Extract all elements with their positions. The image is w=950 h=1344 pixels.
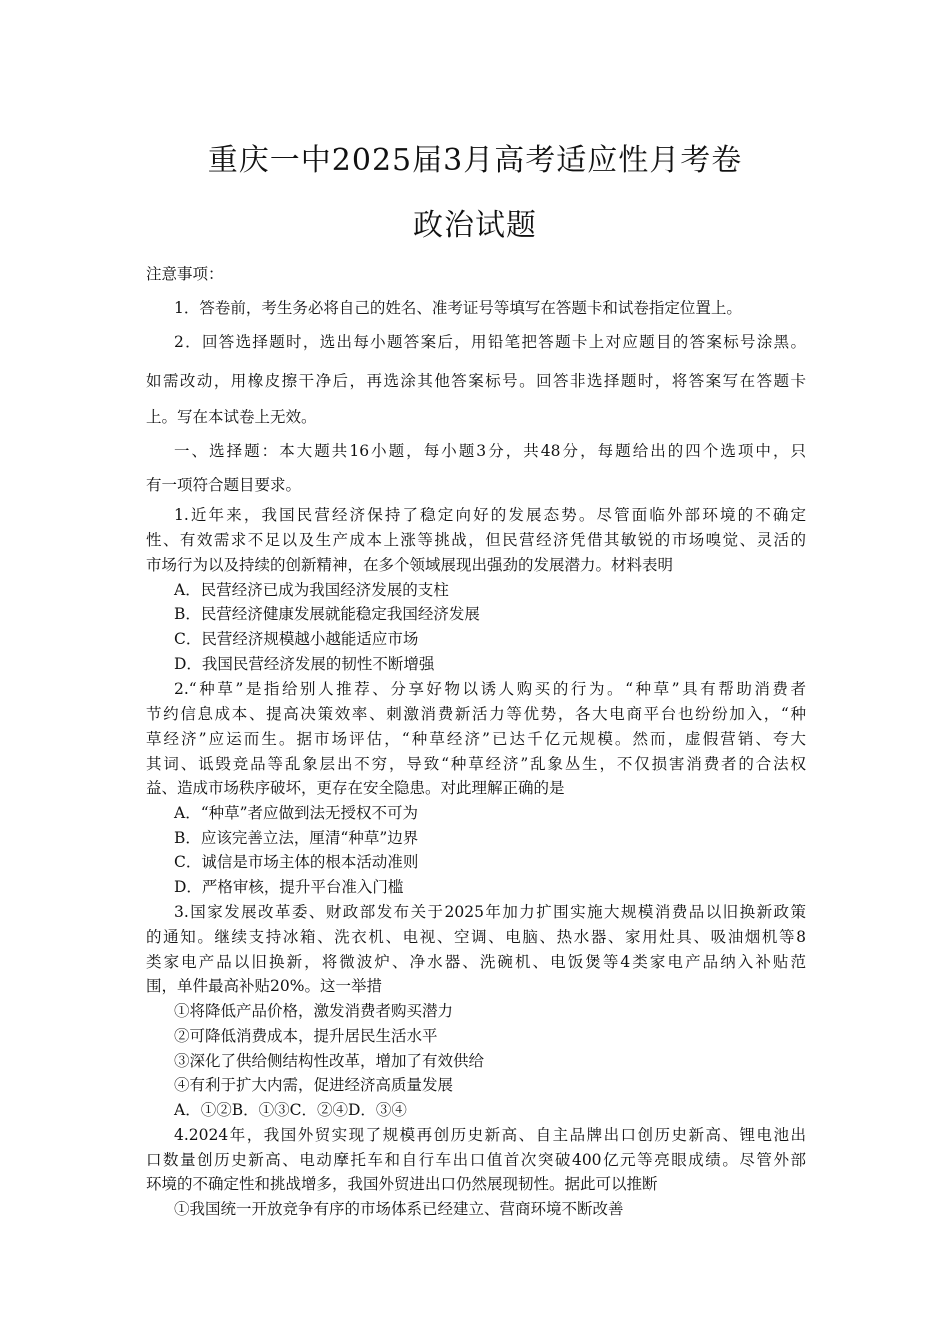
- q4-line-1: 4.2024年，我国外贸实现了规模再创历史新高、自主品牌出口创历史新高、锂电池出: [174, 1126, 806, 1144]
- q3-answer-options: A．①②B．①③C．②④D．③④: [174, 1101, 407, 1119]
- q3-statement-1: ①将降低产品价格，激发消费者购买潜力: [174, 1002, 454, 1020]
- q1-option-c: C．民营经济规模越小越能适应市场: [174, 630, 419, 648]
- q3-statement-2: ②可降低消费成本，提升居民生活水平: [174, 1027, 438, 1045]
- q1-line-3: 市场行为以及持续的创新精神，在多个领域展现出强劲的发展潜力。材料表明: [146, 556, 674, 574]
- section-heading-line-1: 一、选择题：本大题共16小题，每小题3分，共48分，每题给出的四个选项中，只: [174, 442, 806, 460]
- notice-item-1: 1．答卷前，考生务必将自己的姓名、准考证号等填写在答题卡和试卷指定位置上。: [174, 299, 742, 317]
- q2-line-3: 草经济”应运而生。据市场评估，“种草经济”已达千亿元规模。然而，虚假营销、夸大: [146, 730, 806, 748]
- q2-line-2: 节约信息成本、提高决策效率、刺激消费新活力等优势，各大电商平台也纷纷加入，“种: [146, 705, 806, 723]
- q3-statement-4: ④有利于扩大内需，促进经济高质量发展: [174, 1076, 454, 1094]
- q3-line-4: 围，单件最高补贴20%。这一举措: [146, 977, 382, 995]
- notice-item-2-line-1: 2．回答选择题时，选出每小题答案后，用铅笔把答题卡上对应题目的答案标号涂黑。: [174, 333, 806, 351]
- q1-option-b: B．民营经济健康发展就能稳定我国经济发展: [174, 605, 480, 623]
- q2-option-c: C．诚信是市场主体的根本活动准则: [174, 853, 419, 871]
- q2-line-4: 其词、诋毁竞品等乱象层出不穷，导致“种草经济”乱象丛生，不仅损害消费者的合法权: [146, 755, 806, 773]
- q3-line-3: 类家电产品以旧换新，将微波炉、净水器、洗碗机、电饭煲等4类家电产品纳入补贴范: [146, 953, 806, 971]
- q1-option-a: A．民营经济已成为我国经济发展的支柱: [174, 581, 449, 599]
- q4-statement-1: ①我国统一开放竞争有序的市场体系已经建立、营商环境不断改善: [174, 1200, 624, 1218]
- q3-line-1: 3.国家发展改革委、财政部发布关于2025年加力扩围实施大规模消费品以旧换新政策: [174, 903, 806, 921]
- notice-item-2-line-3: 上。写在本试卷上无效。: [146, 408, 317, 426]
- q2-option-b: B．应该完善立法，厘清“种草”边界: [174, 829, 419, 847]
- section-heading-line-2: 有一项符合题目要求。: [146, 476, 302, 494]
- notice-item-2-line-2: 如需改动，用橡皮擦干净后，再选涂其他答案标号。回答非选择题时，将答案写在答题卡: [146, 372, 806, 390]
- q2-option-d: D．严格审核，提升平台准入门槛: [174, 878, 404, 896]
- q3-line-2: 的通知。继续支持冰箱、洗衣机、电视、空调、电脑、热水器、家用灶具、吸油烟机等8: [146, 928, 806, 946]
- q4-line-2: 口数量创历史新高、电动摩托车和自行车出口值首次突破400亿元等亮眼成绩。尽管外部: [146, 1151, 806, 1169]
- q3-statement-3: ③深化了供给侧结构性改革，增加了有效供给: [174, 1052, 485, 1070]
- exam-title: 重庆一中2025届3月高考适应性月考卷: [207, 143, 743, 178]
- q4-line-3: 环境的不确定性和挑战增多，我国外贸进出口仍然展现韧性。据此可以推断: [146, 1175, 658, 1193]
- exam-subtitle: 政治试题: [413, 208, 537, 243]
- q2-option-a: A．“种草”者应做到法无授权不可为: [174, 804, 419, 822]
- q2-line-1: 2.“种草”是指给别人推荐、分享好物以诱人购买的行为。“种草”具有帮助消费者: [174, 680, 806, 698]
- q2-line-5: 益、造成市场秩序破坏，更存在安全隐患。对此理解正确的是: [146, 779, 565, 797]
- notice-heading: 注意事项：: [146, 265, 224, 283]
- q1-line-1: 1.近年来，我国民营经济保持了稳定向好的发展态势。尽管面临外部环境的不确定: [174, 506, 806, 524]
- q1-option-d: D．我国民营经济发展的韧性不断增强: [174, 655, 435, 673]
- q1-line-2: 性、有效需求不足以及生产成本上涨等挑战，但民营经济凭借其敏锐的市场嗅觉、灵活的: [146, 531, 806, 549]
